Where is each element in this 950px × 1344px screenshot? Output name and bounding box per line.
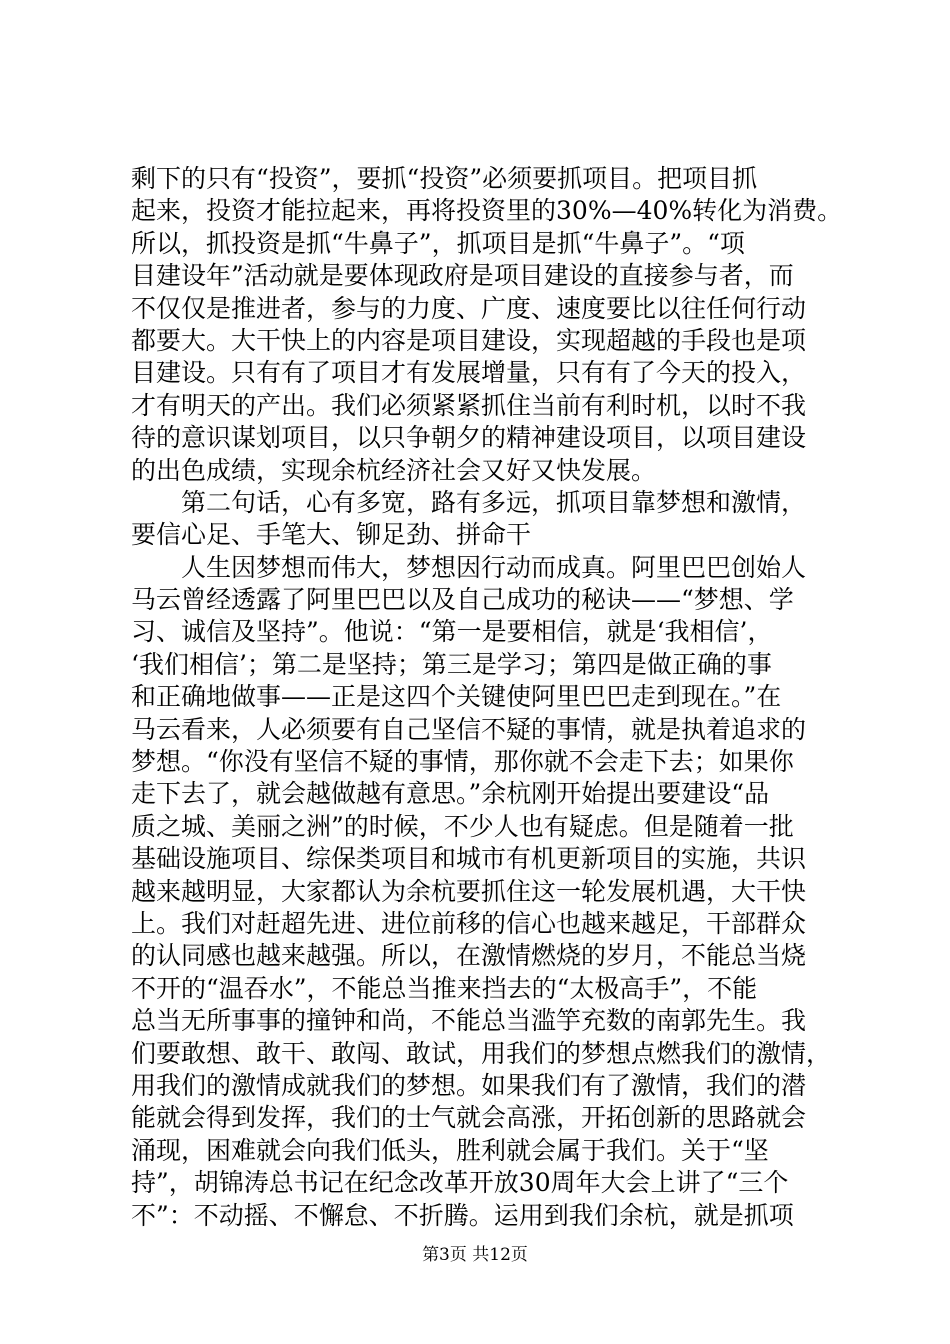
text-line: 目建设。只有有了项目才有发展增量，只有有了今天的投入，	[131, 358, 807, 388]
text-line: 用我们的激情成就我们的梦想。如果我们有了激情，我们的潜	[131, 1070, 807, 1100]
text-line: 上。我们对赶超先进、进位前移的信心也越来越足，干部群众	[131, 908, 807, 938]
text-line: 基础设施项目、综保类项目和城市有机更新项目的实施，共识	[131, 844, 807, 874]
section-heading-line: 要信心足、手笔大、铆足劲、拼命干	[131, 520, 532, 550]
text-line: 不”：不动摇、不懈怠、不折腾。运用到我们余杭，就是抓项	[131, 1200, 794, 1230]
text-line: 们要敢想、敢干、敢闯、敢试，用我们的梦想点燃我们的激情，	[131, 1038, 832, 1068]
page-number-footer: 第3页 共12页	[422, 1245, 528, 1265]
text-line: 习、诚信及坚持”。他说：“第一是要相信，就是‘我相信’，	[131, 617, 773, 647]
text-line: ‘我们相信’；第二是坚持；第三是学习；第四是做正确的事	[131, 649, 772, 679]
text-line: 持”，胡锦涛总书记在纪念改革开放30周年大会上讲了“三个	[131, 1168, 789, 1198]
text-line: 马云看来，人必须要有自己坚信不疑的事情，就是执着追求的	[131, 714, 807, 744]
text-line: 不仅仅是推进者，参与的力度、广度、速度要比以往任何行动	[131, 293, 807, 323]
text-line: 人生因梦想而伟大，梦想因行动而成真。阿里巴巴创始人	[131, 552, 807, 582]
text-line: 剩下的只有“投资”，要抓“投资”必须要抓项目。把项目抓	[131, 164, 758, 193]
document-body	[131, 163, 843, 1232]
text-line: 的认同感也越来越强。所以，在激情燃烧的岁月，不能总当烧	[131, 941, 807, 971]
text-line: 所以，抓投资是抓“牛鼻子”，抓项目是抓“牛鼻子”。“项	[131, 228, 745, 258]
text-line: 的出色成绩，实现余杭经济社会又好又快发展。	[131, 455, 657, 485]
text-line: 越来越明显，大家都认为余杭要抓住这一轮发展机遇，大干快	[131, 876, 807, 906]
text-line: 梦想。“你没有坚信不疑的事情，那你就不会走下去；如果你	[131, 747, 794, 777]
text-line: 能就会得到发挥，我们的士气就会高涨，开拓创新的思路就会	[131, 1103, 807, 1133]
text-line: 不开的“温吞水”，不能总当推来挡去的“太极高手”，不能	[131, 973, 758, 1003]
text-line: 都要大。大干快上的内容是项目建设，实现超越的手段也是项	[131, 325, 807, 355]
text-line: 和正确地做事——正是这四个关键使阿里巴巴走到现在。”在	[131, 682, 782, 712]
text-line: 涌现，困难就会向我们低头，胜利就会属于我们。关于“坚	[131, 1135, 769, 1165]
text-line: 马云曾经透露了阿里巴巴以及自己成功的秘诀——“梦想、学	[131, 585, 794, 615]
section-heading-line: 第二句话，心有多宽，路有多远，抓项目靠梦想和激情，	[131, 487, 807, 517]
text-line: 待的意识谋划项目，以只争朝夕的精神建设项目，以项目建设	[131, 423, 807, 453]
text-line: 起来，投资才能拉起来，再将投资里的30%—40%转化为消费。	[131, 196, 843, 226]
text-line: 才有明天的产出。我们必须紧紧抓住当前有利时机，以时不我	[131, 390, 807, 420]
text-line: 总当无所事事的撞钟和尚，不能总当滥竽充数的南郭先生。我	[131, 1006, 807, 1036]
text-line: 目建设年”活动就是要体现政府是项目建设的直接参与者，而	[131, 261, 794, 291]
text-line: 质之城、美丽之洲”的时候，不少人也有疑虑。但是随着一批	[131, 811, 794, 841]
text-line: 走下去了，就会越做越有意思。”余杭刚开始提出要建设“品	[131, 779, 770, 809]
